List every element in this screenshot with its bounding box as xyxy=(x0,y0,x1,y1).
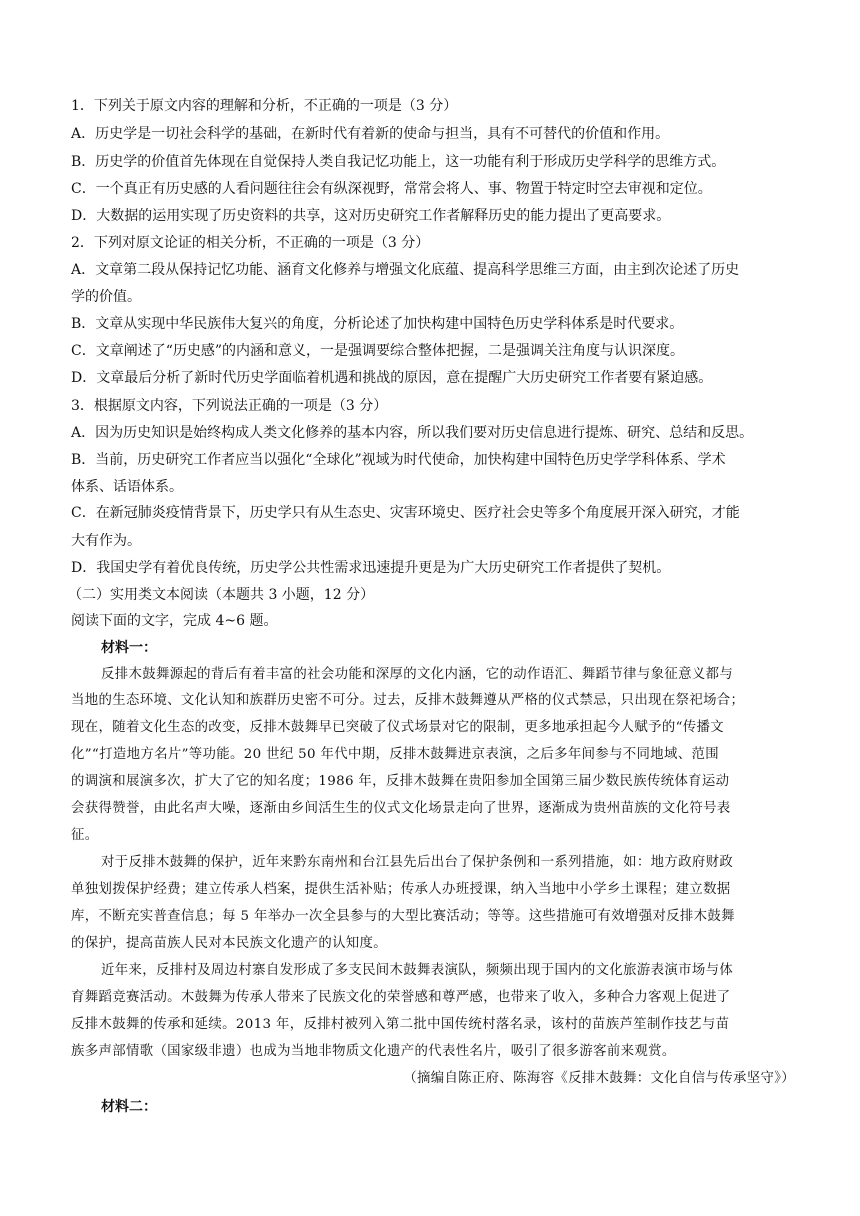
question-3-option-c: C．在新冠肺炎疫情背景下，历史学只有从生态史、灾害环境史、医疗社会史等多个角度展开深入研究，才能 xyxy=(71,505,740,521)
material-1-p2-line: 单独划拨保护经费；建立传承人档案，提供生活补贴；传承人办班授课，纳入当地中小学乡土课程；建立数据 xyxy=(71,882,731,897)
question-1-option-a: A．历史学是一切社会科学的基础，在新时代有着新的使命与担当，具有不可替代的价值和作用。 xyxy=(71,126,670,142)
material-1-p1-line: 当地的生态环境、文化认知和族群历史密不可分。过去，反排木鼓舞遵从严格的仪式禁忌，只出现在祭祀场合； xyxy=(71,693,745,708)
question-1-option-c: C．一个真正有历史感的人看问题往往会有纵深视野，常常会将人、事、物置于特定时空去审视和定位。 xyxy=(71,181,712,197)
question-3-option-b-cont: 体系、话语体系。 xyxy=(71,479,183,495)
material-1-p1-line: 现在，随着文化生态的改变，反排木鼓舞早已突破了仪式场景对它的限制，更多地承担起今人赋予的“传播文 xyxy=(71,720,725,735)
material-1-p1-line: 的调演和展演多次，扩大了它的知名度；1986 年，反排木鼓舞在贵阳参加全国第三届少数民族传统体育运动 xyxy=(71,774,730,789)
material-1-p2-line: 库，不断充实普查信息；每 5 年举办一次全县参与的大型比赛活动；等等。这些措施可有效增强对反排木鼓舞 xyxy=(71,909,735,924)
material-1-p3-line: 近年来，反排村及周边村寨自发形成了多支民间木鼓舞表演队，频频出现于国内的文化旅游表演市场与体 xyxy=(101,963,734,978)
question-3-option-c-cont: 大有作为。 xyxy=(71,533,141,549)
material-1-source: （摘编自陈正府、陈海容《反排木鼓舞：文化自信与传承坚守》） xyxy=(403,1071,795,1086)
material-1-p1-line: 反排木鼓舞源起的背后有着丰富的社会功能和深厚的文化内涵，它的动作语汇、舞蹈节律与象征意义都与 xyxy=(101,667,734,682)
question-2-option-a-cont: 学的价值。 xyxy=(71,289,141,305)
material-1-p3-line: 反排木鼓舞的传承和延续。2013 年，反排村被列入第二批中国传统村落名录，该村的苗族芦笙制作技艺与苗 xyxy=(71,1017,730,1032)
material-1-p2-line: 对于反排木鼓舞的保护，近年来黔东南州和台江县先后出台了保护条例和一系列措施，如：地方政府财政 xyxy=(101,855,734,870)
section-2-instruction: 阅读下面的文字，完成 4~6 题。 xyxy=(71,613,278,629)
material-1-p3-line: 育舞蹈竞赛活动。木鼓舞为传承人带来了民族文化的荣誉感和尊严感，也带来了收入，多种合力客观上促进了 xyxy=(71,990,731,1005)
material-1-p1-line: 征。 xyxy=(71,828,99,843)
section-2-heading: （二）实用类文本阅读（本题共 3 小题，12 分） xyxy=(68,587,375,603)
material-2-label: 材料二： xyxy=(101,1099,157,1115)
material-1-p1-line: 会获得赞誉，由此名声大噪，逐渐由乡间活生生的仪式文化场景走向了世界，逐渐成为贵州苗族的文化符号表 xyxy=(71,801,731,816)
question-1-stem: 1．下列关于原文内容的理解和分析，不正确的一项是（3 分） xyxy=(71,98,458,114)
question-3-option-d: D．我国史学有着优良传统，历史学公共性需求迅速提升更是为广大历史研究工作者提供了契机。 xyxy=(71,560,671,576)
question-3-option-b: B．当前，历史研究工作者应当以强化“全球化”视域为时代使命，加快构建中国特色历史学学科体系、学术 xyxy=(71,452,726,468)
question-2-option-a: A．文章第二段从保持记忆功能、涵育文化修养与增强文化底蕴、提高科学思维三方面，由主到次论述了历史 xyxy=(71,262,740,278)
question-2-stem: 2．下列对原文论证的相关分析，不正确的一项是（3 分） xyxy=(71,235,430,251)
material-1-p1-line: 化”“打造地方名片”等功能。20 世纪 50 年代中期，反排木鼓舞进京表演，之后多年间参与不同地域、范围 xyxy=(71,747,719,762)
material-1-label: 材料一： xyxy=(101,640,157,656)
question-3-option-a: A．因为历史知识是始终构成人类文化修养的基本内容，所以我们要对历史信息进行提炼、研究、总结和反思。 xyxy=(71,425,754,441)
material-1-p3-line: 族多声部情歌（国家级非遗）也成为当地非物质文化遗产的代表性名片，吸引了很多游客前来观赏。 xyxy=(71,1044,676,1059)
question-3-stem: 3．根据原文内容，下列说法正确的一项是（3 分） xyxy=(71,398,388,414)
question-2-option-b: B．文章从实现中华民族伟大复兴的角度，分析论述了加快构建中国特色历史学科体系是时代要求。 xyxy=(71,316,684,332)
question-1-option-b: B．历史学的价值首先体现在自觉保持人类自我记忆功能上，这一功能有利于形成历史学科学的思维方式。 xyxy=(71,154,726,170)
material-1-p2-line: 的保护，提高苗族人民对本民族文化遗产的认知度。 xyxy=(71,936,388,951)
question-1-option-d: D．大数据的运用实现了历史资料的共享，这对历史研究工作者解释历史的能力提出了更高要求。 xyxy=(71,208,671,224)
question-2-option-d: D．文章最后分析了新时代历史学面临着机遇和挑战的原因，意在提醒广大历史研究工作者要有紧迫感。 xyxy=(71,370,713,386)
question-2-option-c: C．文章阐述了“历史感”的内涵和意义，一是强调要综合整体把握，二是强调关注角度与认识深度。 xyxy=(71,343,685,359)
